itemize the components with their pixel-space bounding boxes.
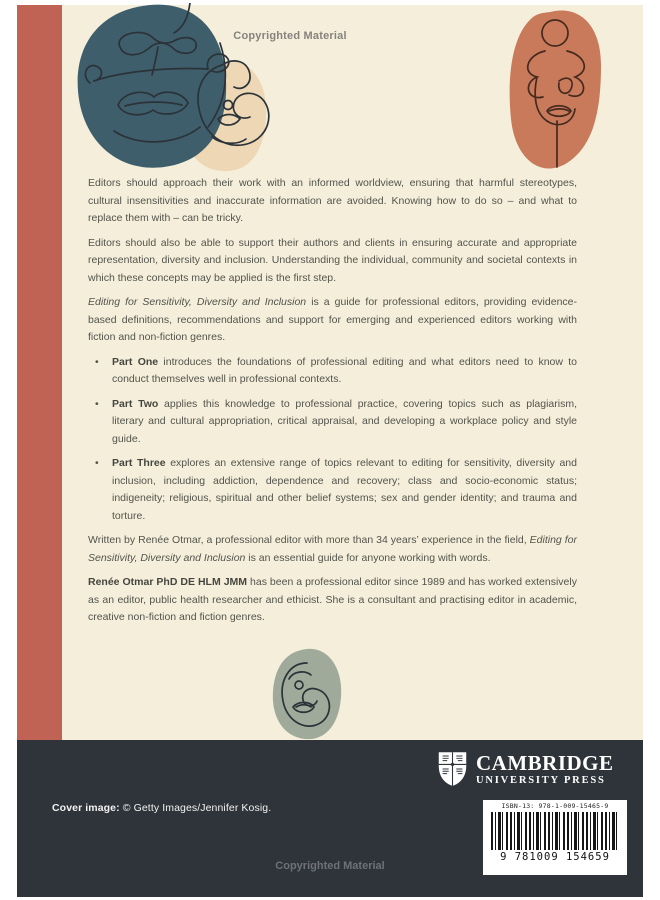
bullet-text: applies this knowledge to professional practice, covering topics such as plagiarism, literary and cultural appropriation, critical appraisal, and developing a workplace policy and style guide. [112,397,577,445]
bullet-lead: Part Three [112,457,166,469]
publisher-wordmark [476,752,614,786]
cambridge-shield-icon [438,748,467,790]
back-cover-text [88,175,577,634]
book-title-italic: Editing for Sensitivity, Diversity and Inclusion [88,534,577,564]
blurb-paragraph-2: Editors should also be able to support their authors and clients in ensuring accurate and appropriate representation, diversity and inclusion. Understanding the individual, community and societal contexts in which these concepts may be applied is the first step. [88,236,577,284]
paragraph-3-text: is a guide for professional editors, providing evidence-based definitions, recommendations and support for emerging and experienced editors working with fiction and non-fiction genres. [88,296,577,343]
bullet-part-three [88,455,577,525]
face-illustration-bottom [267,643,347,743]
bullet-text: introduces the foundations of professional editing and what editors need to know to conduct themselves well in professional contexts. [112,355,578,385]
book-title-italic: Editing for Sensitivity, Diversity and Inclusion [88,296,307,308]
bullet-lead: Part Two [112,397,159,410]
publisher-logo [438,748,614,790]
barcode-bars [491,812,619,850]
isbn-label: ISBN-13: 978-1-009-15465-9 [501,802,609,810]
cover-credit-text: © Getty Images/Jennifer Kosig. [119,802,272,814]
closing-paragraph [88,532,577,567]
copyright-watermark-top: Copyrighted Material [233,30,347,42]
blurb-paragraph-3 [88,294,577,347]
bullet-part-one [88,354,577,389]
cover-credit-label: Cover image: [52,802,120,814]
book-spine [17,5,62,740]
isbn-barcode [483,800,627,875]
publisher-footer-band [17,740,643,897]
copyright-watermark-bottom: Copyrighted Material [275,860,385,872]
publisher-subtitle: UNIVERSITY PRESS [476,775,606,786]
bullet-lead: Part One [112,355,159,368]
parts-bullet-list [88,354,577,526]
bullet-part-two [88,396,577,449]
closing-text-after: is an essential guide for anyone working with words. [245,551,491,564]
book-back-cover [17,5,643,897]
author-name-bold: Renée Otmar PhD DE HLM JMM [88,576,248,588]
cover-image-credit [52,802,271,814]
barcode-number: 9 781009 154659 [500,851,610,863]
author-bio-text: has been a professional editor since 1989 and has worked extensively as an editor, public health researcher and ethicist. She is a consultant and practising editor in academic, creative non-fiction and fiction genres. [88,576,577,623]
author-bio [88,574,577,627]
face-illustration-top-right [505,7,607,179]
bullet-text: explores an extensive range of topics relevant to editing for sensitivity, diversity and inclusion, including addiction, dependence and recovery; class and socio-economic status; indigeneity; religious, spiritual and other belief systems; sex and gender identity; and trauma and torture. [112,457,577,522]
publisher-name: CAMBRIDGE [476,751,614,775]
blurb-paragraph-1: Editors should approach their work with an informed worldview, ensuring that harmful stereotypes, cultural insensitivities and inaccurate information are avoided. Knowing how to do so – and what to replace them with – can be tricky. [88,177,577,224]
closing-text-before: Written by Renée Otmar, a professional editor with more than 34 years’ experience in the field, [88,534,530,546]
